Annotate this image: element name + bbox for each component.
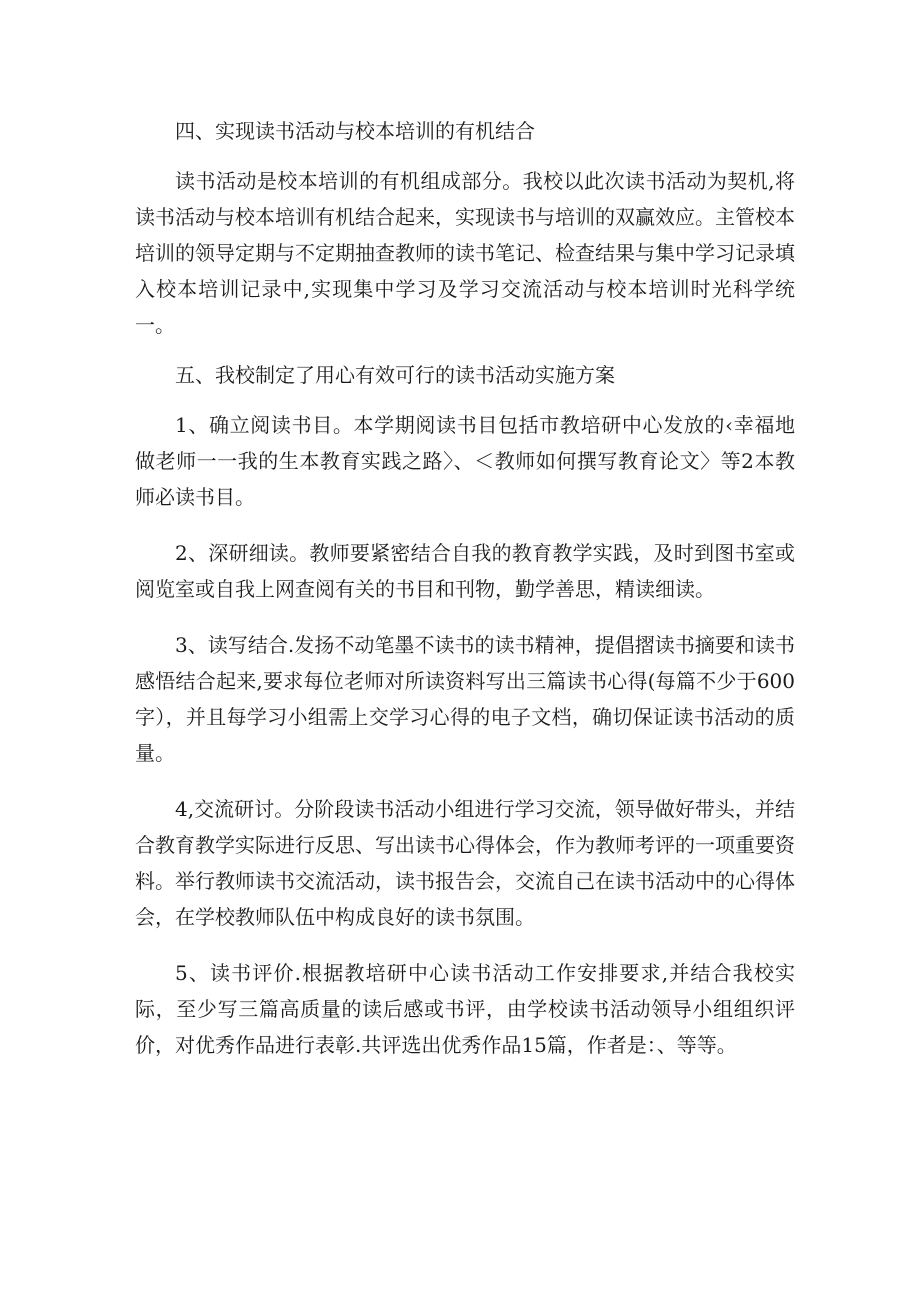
list-item-3: 3、读写结合.发扬不动笔墨不读书的读书精神，提倡摺读书摘要和读书感悟结合起来,要求每位老师对所读资料写出三篇读书心得(每篇不少于600字），并且每学习小组需上交学习心得的电子文档，确切保证读书活动的质量。 <box>135 633 795 765</box>
list-item-1: 1、确立阅读书目。本学期阅读书目包括市教培研中心发放的‹幸福地做老师一一我的生本教育实践之路〉、＜教师如何撰写教育论文〉等2本教师必读书目。 <box>135 413 795 509</box>
document-body <box>135 113 795 1063</box>
paragraph-reading-training: 读书活动是校本培训的有机组成部分。我校以此次读书活动为契机,将读书活动与校本培训有机结合起来，实现读书与培训的双赢效应。主管校本培训的领导定期与不定期抽查教师的读书笔记、检查结果与集中学习记录填入校本培训记录中,实现集中学习及学习交流活动与校本培训时光科学统一。 <box>135 169 795 337</box>
section-heading-5: 五、我校制定了用心有效可行的读书活动实施方案 <box>175 363 615 387</box>
list-item-2: 2、深研细读。教师要紧密结合自我的教育教学实践，及时到图书室或阅览室或自我上网查阅有关的书目和刊物，勤学善思，精读细读。 <box>135 541 795 601</box>
list-item-5: 5、读书评价.根据教培研中心读书活动工作安排要求,并结合我校实际，至少写三篇高质量的读后感或书评，由学校读书活动领导小组组织评价，对优秀作品进行表彰.共评选出优秀作品15篇，作者是：、等等。 <box>135 961 795 1057</box>
list-item-4: 4,交流研讨。分阶段读书活动小组进行学习交流，领导做好带头，并结合教育教学实际进行反思、写出读书心得体会，作为教师考评的一项重要资料。举行教师读书交流活动，读书报告会，交流自己在读书活动中的心得体会，在学校教师队伍中构成良好的读书氛围。 <box>135 797 795 929</box>
section-heading-4: 四、实现读书活动与校本培训的有机结合 <box>175 119 535 143</box>
